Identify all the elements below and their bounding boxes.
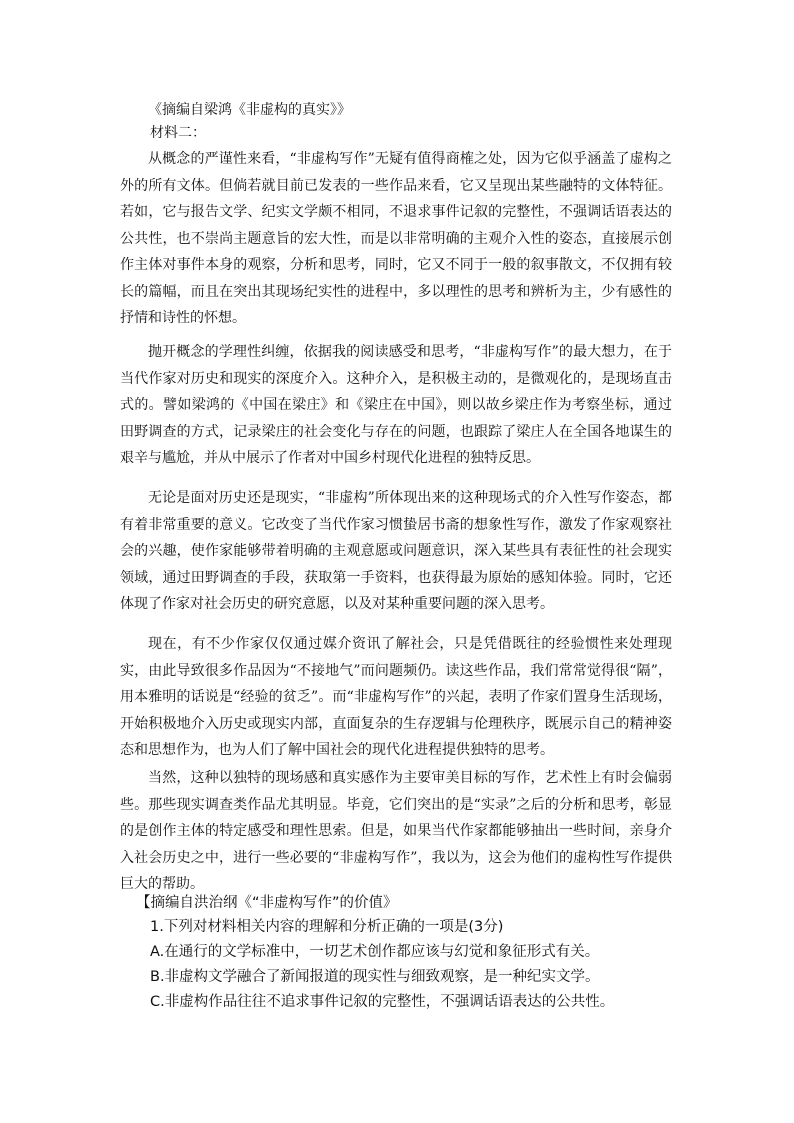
paragraph-4: 现在，有不少作家仅仅通过媒介资讯了解社会，只是凭借既往的经验惯性来处理现实，由此导致很多作品因为“不接地气”而问题频仍。读这些作品，我们常常觉得很“隔”，用本雅明的话说是“经验的贫乏”。而“非虚构写作”的兴起，表明了作家们置身生活现场，开始积极地介入历史或现实内部，直面复杂的生存逻辑与伦理秩序，既展示自己的精神姿态和思想作为，也为人们了解中国社会的现代化进程提供独特的思考。 — [120, 636, 672, 758]
question-stem: 1.下列对材料相关内容的理解和分析正确的一项是(3分) — [150, 919, 504, 935]
paragraph-5: 当然，这种以独特的现场感和真实感作为主要审美目标的写作，艺术性上有时会偏弱些。那些现实调查类作品尤其明显。毕竟，它们突出的是“实录”之后的分析和思考，彰显的是创作主体的特定感受和理性思索。但是，如果当代作家都能够抽出一些时间，亲身介入社会历史之中，进行一些必要的“非虚构写作”，我以为，这会为他们的虚构性写作提供巨大的帮助。 — [120, 770, 672, 892]
option-c: C.非虚构作品往往不追求事件记叙的完整性，不强调话语表达的公共性。 — [150, 994, 615, 1010]
source-citation-liang-hong: 《摘编自梁鸿《非虚构的真实》》 — [148, 102, 351, 118]
option-b: B.非虚构文学融合了新闻报道的现实性与细致观察，是一种纪实文学。 — [150, 969, 600, 985]
material-two-label: 材料二： — [150, 125, 206, 141]
paragraph-3: 无论是面对历史还是现实，“非虚构”所体现出来的这种现场式的介入性写作姿态，都有着非常重要的意义。它改变了当代作家习惯蛰居书斋的想象性写作，激发了作家观察社会的兴趣，使作家能够带着明确的主观意愿或问题意识，深入某些具有表征性的社会现实领域，通过田野调查的手段，获取第一手资料，也获得最为原始的感知体验。同时，它还体现了作家对社会历史的研究意愿，以及对某种重要问题的深入思考。 — [120, 490, 672, 612]
source-citation-hong-zhigang: 【摘编自洪治纲《“非虚构写作”的价值》 — [136, 895, 398, 911]
option-a: A.在通行的文学标准中，一切艺术创作都应该与幻觉和象征形式有关。 — [150, 944, 600, 960]
paragraph-1: 从概念的严谨性来看，“非虚构写作”无疑有值得商榷之处，因为它似乎涵盖了虚构之外的所有文体。但倘若就目前已发表的一些作品来看，它又呈现出某些融特的文体特征。若如，它与报告文学、纪实文学颇不相同，不退求事件记叙的完整性，不强调话语表达的公共性，也不崇尚主题意旨的宏大性，而是以非常明确的主观介入性的姿态，直接展示创作主体对事件本身的观察，分析和思考，同时，它又不同于一般的叙事散文，不仅拥有较长的篇幅，而且在突出其现场纪实性的进程中，多以理性的思考和辨析为主，少有感性的抒情和诗性的怀想。 — [120, 151, 672, 326]
paragraph-2: 抛开概念的学理性纠缠，依据我的阅读感受和思考，“非虚构写作”的最大想力，在于当代作家对历史和现实的深度介入。这种介入，是积极主动的，是微观化的，是现场直击式的。譬如梁鸿的《中国在梁庄》和《梁庄在中国》，则以故乡梁庄作为考察坐标，通过田野调查的方式，记录梁庄的社会变化与存在的问题，也跟踪了梁庄人在全国各地谋生的艰辛与尴尬，并从中展示了作者对中国乡村现代化进程的独特反思。 — [120, 344, 672, 466]
